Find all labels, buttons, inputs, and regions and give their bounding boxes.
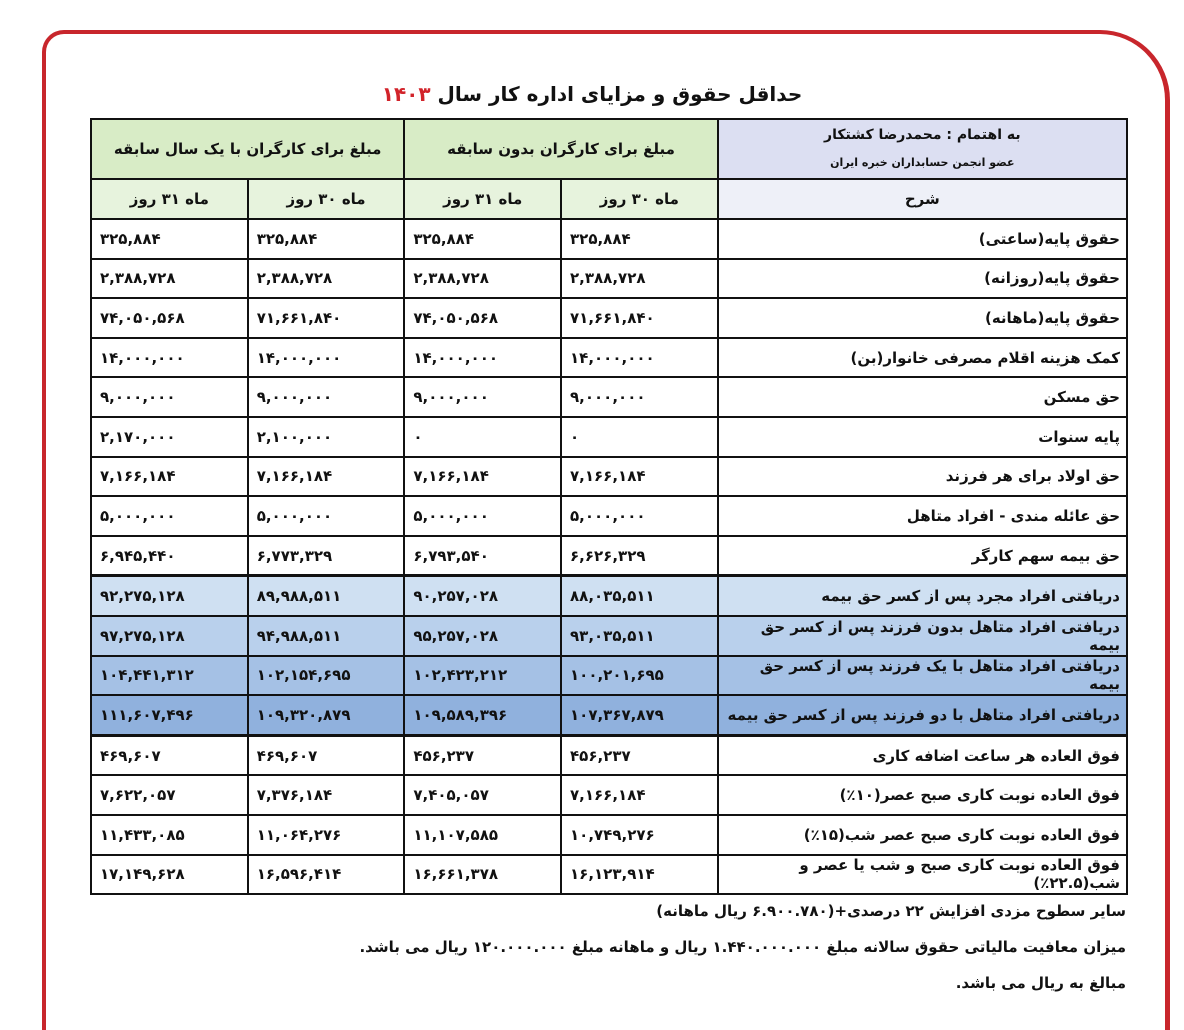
- amount-cell: ۷,۱۶۶,۱۸۴: [248, 457, 405, 497]
- page-title: [0, 82, 1184, 106]
- amount-cell: ۹,۰۰۰,۰۰۰: [91, 377, 248, 417]
- amount-cell: ۹۴,۹۸۸,۵۱۱: [248, 616, 405, 656]
- amount-cell: ۱۴,۰۰۰,۰۰۰: [404, 338, 561, 378]
- amount-cell: ۷,۴۰۵,۰۵۷: [404, 775, 561, 815]
- table-row: [91, 735, 1127, 775]
- note-currency: مبالغ به ریال می باشد.: [955, 974, 1126, 992]
- desc-header: شرح: [718, 179, 1127, 219]
- amount-cell: ۱۴,۰۰۰,۰۰۰: [561, 338, 718, 378]
- amount-cell: ۱۱,۰۶۴,۲۷۶: [248, 815, 405, 855]
- amount-cell: ۷,۱۶۶,۱۸۴: [561, 457, 718, 497]
- row-label: حق بیمه سهم کارگر: [718, 536, 1127, 576]
- note-wage-levels: سایر سطوح مزدی افزایش ۲۲ درصدی+(۶.۹۰۰.۷۸۰ ریال ماهانه): [656, 902, 1126, 920]
- col-exp-31: ماه ۳۱ روز: [91, 179, 248, 219]
- amount-cell: ۶,۷۷۳,۳۲۹: [248, 536, 405, 576]
- amount-cell: ۰: [404, 417, 561, 457]
- amount-cell: ۲,۱۷۰,۰۰۰: [91, 417, 248, 457]
- group-header-row: [91, 119, 1127, 179]
- group-no-experience: مبلغ برای کارگران بدون سابقه: [404, 119, 717, 179]
- table-row: [91, 377, 1127, 417]
- amount-cell: ۰: [561, 417, 718, 457]
- amount-cell: ۱۱۱,۶۰۷,۴۹۶: [91, 695, 248, 735]
- amount-cell: ۱۰,۷۴۹,۲۷۶: [561, 815, 718, 855]
- row-label: حق مسکن: [718, 377, 1127, 417]
- row-label: دریافتی افراد متاهل با دو فرزند پس از کسر حق بیمه: [718, 695, 1127, 735]
- amount-cell: ۷,۶۲۲,۰۵۷: [91, 775, 248, 815]
- table-row: [91, 417, 1127, 457]
- table-row: [91, 855, 1127, 895]
- amount-cell: ۹۵,۲۵۷,۰۲۸: [404, 616, 561, 656]
- amount-cell: ۹۲,۲۷۵,۱۲۸: [91, 576, 248, 616]
- title-year: ۱۴۰۳: [381, 82, 431, 106]
- table-row: [91, 338, 1127, 378]
- amount-cell: ۴۵۶,۲۳۷: [561, 735, 718, 775]
- row-label: حقوق پایه(ماهانه): [718, 298, 1127, 338]
- amount-cell: ۱۰۷,۳۶۷,۸۷۹: [561, 695, 718, 735]
- row-label: دریافتی افراد متاهل با یک فرزند پس از کسر حق بیمه: [718, 656, 1127, 696]
- amount-cell: ۸۸,۰۳۵,۵۱۱: [561, 576, 718, 616]
- table-row: [91, 775, 1127, 815]
- amount-cell: ۳۲۵,۸۸۴: [404, 219, 561, 259]
- amount-cell: ۲,۱۰۰,۰۰۰: [248, 417, 405, 457]
- amount-cell: ۹۰,۲۵۷,۰۲۸: [404, 576, 561, 616]
- amount-cell: ۱۱,۱۰۷,۵۸۵: [404, 815, 561, 855]
- amount-cell: ۳۲۵,۸۸۴: [561, 219, 718, 259]
- row-label: حقوق پایه(روزانه): [718, 259, 1127, 299]
- amount-cell: ۴۶۹,۶۰۷: [248, 735, 405, 775]
- amount-cell: ۹,۰۰۰,۰۰۰: [248, 377, 405, 417]
- row-label: کمک هزینه اقلام مصرفی خانوار(بن): [718, 338, 1127, 378]
- amount-cell: ۶,۶۲۶,۳۲۹: [561, 536, 718, 576]
- row-label: حق اولاد برای هر فرزند: [718, 457, 1127, 497]
- row-label: فوق العاده نوبت کاری صبح عصر(۱۰٪): [718, 775, 1127, 815]
- table-row: [91, 298, 1127, 338]
- amount-cell: ۱۷,۱۴۹,۶۲۸: [91, 855, 248, 895]
- row-label: فوق العاده هر ساعت اضافه کاری: [718, 735, 1127, 775]
- amount-cell: ۲,۳۸۸,۷۲۸: [248, 259, 405, 299]
- amount-cell: ۷۴,۰۵۰,۵۶۸: [91, 298, 248, 338]
- table-row: [91, 616, 1127, 656]
- amount-cell: ۱۱,۴۳۳,۰۸۵: [91, 815, 248, 855]
- note-tax-exemption: میزان معافیت مالیاتی حقوق سالانه مبلغ ۱.۴۴۰.۰۰۰.۰۰۰ ریال و ماهانه مبلغ ۱۲۰.۰۰۰.۰۰۰ ریال می باشد.: [359, 938, 1126, 956]
- amount-cell: ۷۴,۰۵۰,۵۶۸: [404, 298, 561, 338]
- table-row: [91, 815, 1127, 855]
- table-row: [91, 576, 1127, 616]
- amount-cell: ۵,۰۰۰,۰۰۰: [404, 496, 561, 536]
- table-row: [91, 457, 1127, 497]
- col-noexp-30: ماه ۳۰ روز: [561, 179, 718, 219]
- table-row: [91, 259, 1127, 299]
- amount-cell: ۴۵۶,۲۳۷: [404, 735, 561, 775]
- row-label: حقوق پایه(ساعتی): [718, 219, 1127, 259]
- amount-cell: ۹۳,۰۳۵,۵۱۱: [561, 616, 718, 656]
- row-label: فوق العاده نوبت کاری صبح عصر شب(۱۵٪): [718, 815, 1127, 855]
- amount-cell: ۱۴,۰۰۰,۰۰۰: [248, 338, 405, 378]
- amount-cell: ۹۷,۲۷۵,۱۲۸: [91, 616, 248, 656]
- amount-cell: ۷۱,۶۶۱,۸۴۰: [248, 298, 405, 338]
- amount-cell: ۱۴,۰۰۰,۰۰۰: [91, 338, 248, 378]
- amount-cell: ۸۹,۹۸۸,۵۱۱: [248, 576, 405, 616]
- amount-cell: ۷,۱۶۶,۱۸۴: [91, 457, 248, 497]
- sub-header-row: [91, 179, 1127, 219]
- table-row: [91, 695, 1127, 735]
- author-affiliation: عضو انجمن حسابداران خبره ایران: [830, 156, 1015, 169]
- row-label: پایه سنوات: [718, 417, 1127, 457]
- amount-cell: ۶,۹۴۵,۴۴۰: [91, 536, 248, 576]
- row-label: حق عائله مندی - افراد متاهل: [718, 496, 1127, 536]
- amount-cell: ۷۱,۶۶۱,۸۴۰: [561, 298, 718, 338]
- amount-cell: ۷,۱۶۶,۱۸۴: [404, 457, 561, 497]
- amount-cell: ۲,۳۸۸,۷۲۸: [404, 259, 561, 299]
- amount-cell: ۷,۳۷۶,۱۸۴: [248, 775, 405, 815]
- amount-cell: ۲,۳۸۸,۷۲۸: [561, 259, 718, 299]
- amount-cell: ۱۰۰,۲۰۱,۶۹۵: [561, 656, 718, 696]
- row-label: دریافتی افراد متاهل بدون فرزند پس از کسر حق بیمه: [718, 616, 1127, 656]
- amount-cell: ۱۶,۱۲۳,۹۱۴: [561, 855, 718, 895]
- col-exp-30: ماه ۳۰ روز: [248, 179, 405, 219]
- amount-cell: ۷,۱۶۶,۱۸۴: [561, 775, 718, 815]
- author-cell: [718, 119, 1127, 179]
- amount-cell: ۴۶۹,۶۰۷: [91, 735, 248, 775]
- table-row: [91, 496, 1127, 536]
- amount-cell: ۳۲۵,۸۸۴: [248, 219, 405, 259]
- table-row: [91, 219, 1127, 259]
- amount-cell: ۱۶,۵۹۶,۴۱۴: [248, 855, 405, 895]
- table-row: [91, 536, 1127, 576]
- amount-cell: ۲,۳۸۸,۷۲۸: [91, 259, 248, 299]
- amount-cell: ۶,۷۹۳,۵۴۰: [404, 536, 561, 576]
- amount-cell: ۵,۰۰۰,۰۰۰: [91, 496, 248, 536]
- amount-cell: ۱۰۲,۴۲۳,۲۱۲: [404, 656, 561, 696]
- title-text: حداقل حقوق و مزایای اداره کار سال: [437, 82, 803, 106]
- col-noexp-31: ماه ۳۱ روز: [404, 179, 561, 219]
- table-row: [91, 656, 1127, 696]
- amount-cell: ۹,۰۰۰,۰۰۰: [561, 377, 718, 417]
- amount-cell: ۱۰۲,۱۵۴,۶۹۵: [248, 656, 405, 696]
- row-label: دریافتی افراد مجرد پس از کسر حق بیمه: [718, 576, 1127, 616]
- amount-cell: ۱۰۹,۵۸۹,۳۹۶: [404, 695, 561, 735]
- author-name: به اهتمام : محمدرضا کشتکار: [824, 127, 1021, 143]
- amount-cell: ۱۰۹,۳۲۰,۸۷۹: [248, 695, 405, 735]
- amount-cell: ۵,۰۰۰,۰۰۰: [561, 496, 718, 536]
- group-one-year: مبلغ برای کارگران با یک سال سابقه: [91, 119, 404, 179]
- row-label: فوق العاده نوبت کاری صبح و شب یا عصر و شب(۲۲.۵٪): [718, 855, 1127, 895]
- amount-cell: ۳۲۵,۸۸۴: [91, 219, 248, 259]
- amount-cell: ۱۰۴,۴۴۱,۳۱۲: [91, 656, 248, 696]
- amount-cell: ۹,۰۰۰,۰۰۰: [404, 377, 561, 417]
- salary-table: [90, 118, 1128, 895]
- amount-cell: ۵,۰۰۰,۰۰۰: [248, 496, 405, 536]
- amount-cell: ۱۶,۶۶۱,۳۷۸: [404, 855, 561, 895]
